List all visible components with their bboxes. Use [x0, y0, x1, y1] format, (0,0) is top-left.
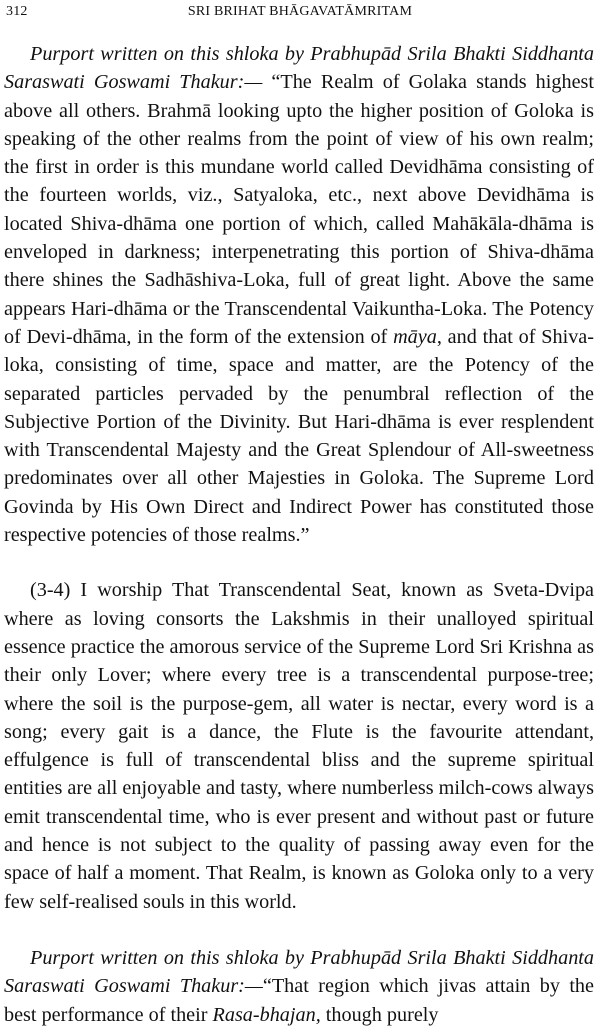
purport-text-continued: , and that of Shiva-loka, consisting of time, space and matter, are the Potency of the separated particles pervaded by the penumbral reflection of the Subjective Portion of the Divinity. But Hari-dhāma is ever resplendent with Transcendental Majesty and the Great Splendour of All-sweetness predominates over all other Majesties in Goloka. The Supreme Lord Govinda by His Own Direct and Indirect Power has constituted those respective potencies of those realms.” — [4, 325, 594, 547]
verse-translation-paragraph: (3-4) I worship That Transcendental Seat, known as Sveta-Dvipa where as loving consorts the Lakshmis in their unalloyed spiritual essence practice the amorous service of the Supreme Lord Sri Krishna as their only Lover; where every tree is a transcendental purpose-tree; where the soil is the purpose-gem, all water is nectar, every word is a song; every gait is a dance, the Flute is the favourite attendant, effulgence is full of transcendental bliss and the supreme spiritual entities are all enjoyable and tasty, where numberless milch-cows always emit transcendental time, who is ever present and without past or future and hence is not subject to the quality of passing away even for the space of half a moment. That Realm, is known as Goloka only to a very few self-realised souls in this world. — [4, 579, 594, 913]
paragraph-gap — [4, 549, 594, 576]
purport-text-continued: though purely — [320, 1003, 439, 1026]
purport-text: “The Realm of Golaka stands highest above all others. Brahmā looking upto the higher position of Goloka is speaking of the other realms from the point of view of his own realm; the first in order is this mundane world called Devidhāma consisting of the fourteen worlds, viz., Satyaloka, etc., next above Devidhāma is located Shiva-dhāma one portion of which, called Mahākāla-dhāma is enveloped in darkness; interpenetrating this portion of Shiva-dhāma there shines the Sadhāshiva-Loka, full of great light. Above the same appears Hari-dhāma or the Transcendental Vaikuntha-Loka. The Potency of Devi-dhāma, in the form of the extension of — [4, 71, 594, 348]
page-body — [4, 40, 594, 1029]
italic-term-rasa-bhajan: Rasa-bhajan, — [212, 1003, 321, 1026]
running-header — [0, 2, 600, 24]
purport-attribution: Purport written on this shloka by Prabhupād Srila Bhakti Siddhanta Saraswati Goswami Thakur:— — [4, 43, 594, 94]
purport-text: “That region which jivas attain by the best performance of their — [4, 975, 594, 1026]
running-title: SRI BRIHAT BHĀGAVATĀMRITAM — [187, 4, 413, 19]
purport-paragraph-2 — [4, 944, 594, 1029]
italic-term-maya: māya — [393, 325, 437, 348]
purport-paragraph-1 — [4, 40, 594, 549]
paragraph-gap — [4, 916, 594, 944]
page-number: 312 — [6, 4, 28, 19]
purport-attribution: Purport written on this shloka by Prabhupād Srila Bhakti Siddhanta Saraswati Goswami Thakur:— — [4, 946, 594, 998]
